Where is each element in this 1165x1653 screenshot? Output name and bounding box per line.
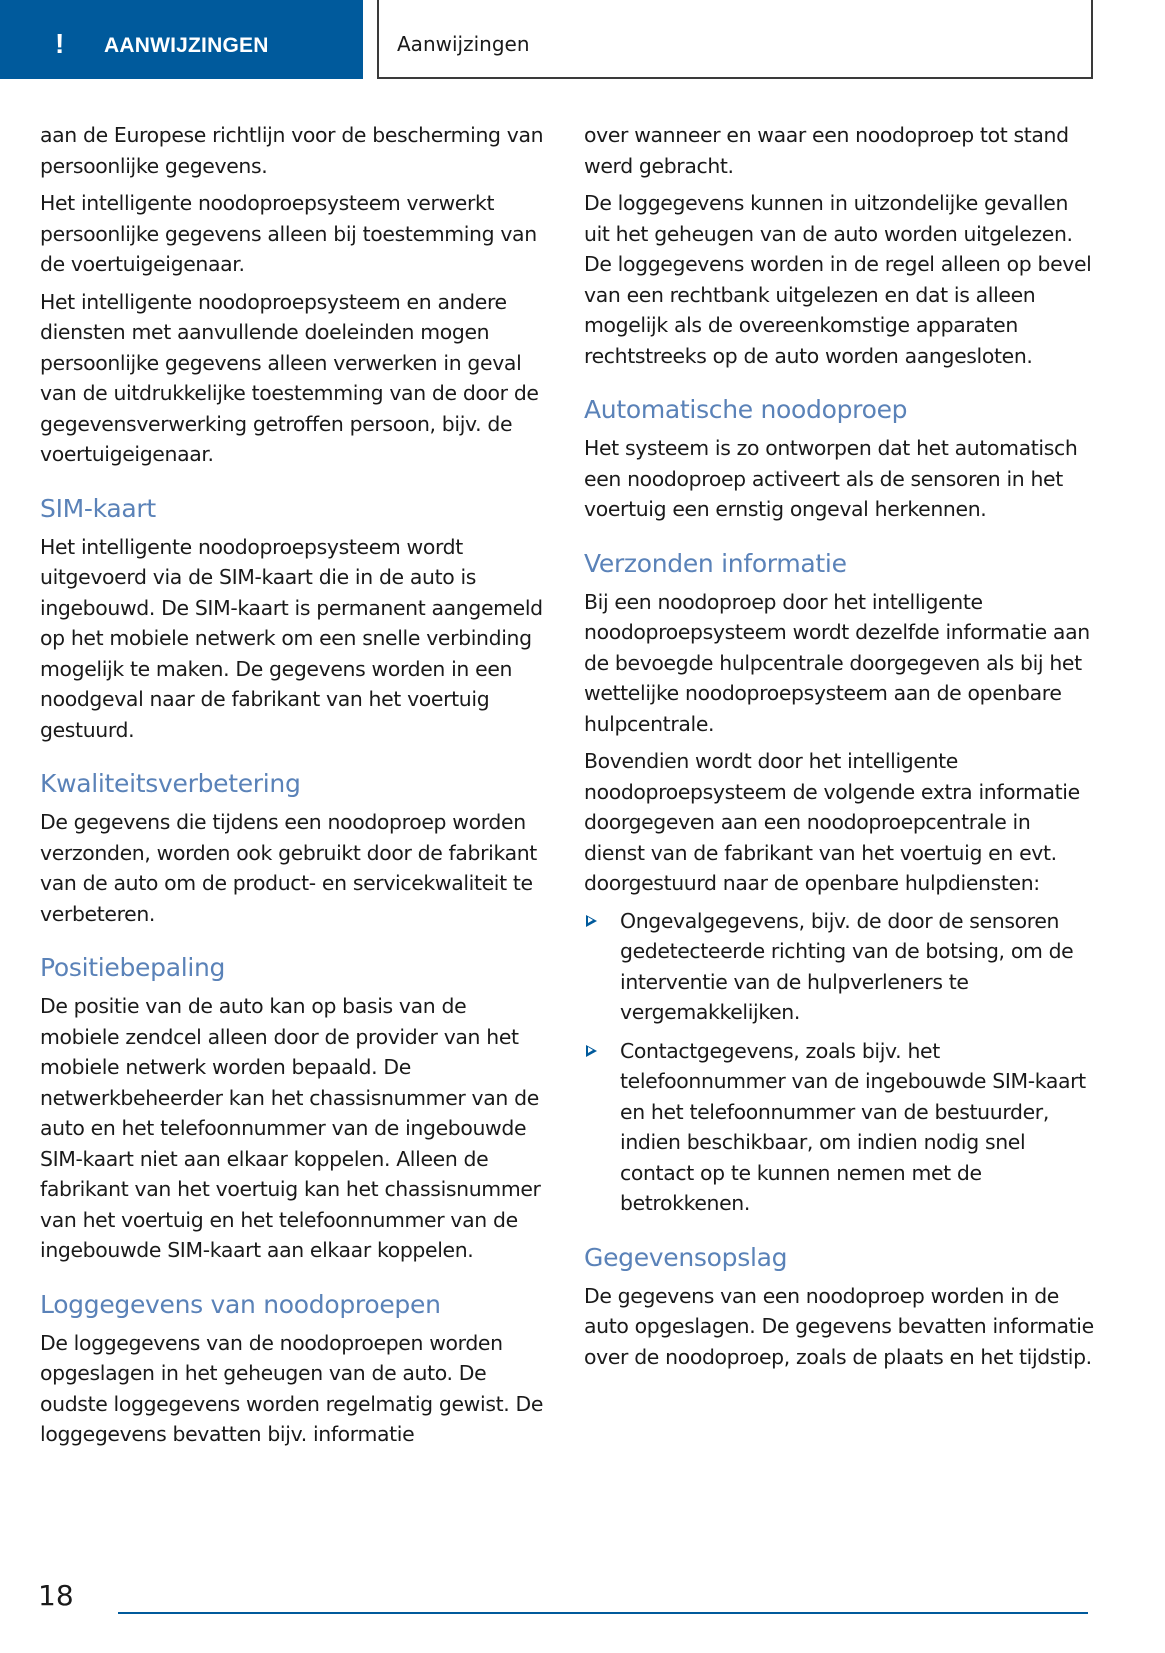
chapter-tab-label: AANWIJZINGEN: [104, 34, 269, 57]
paragraph: aan de Europese richtlijn voor de bescherming van persoonlijke gegevens.: [40, 123, 544, 178]
paragraph: Het intelligente noodoproepsysteem wordt uitgevoerd via de SIM-kaart die in de auto is ingebouwd. De SIM-kaart is permanent aangemeld op het mobiele netwerk om een snelle verbinding mogelijk te maken. De gegevens worden in een noodgeval naar de fabrikant van het voertuig gestuurd.: [40, 534, 543, 742]
paragraph: De gegevens die tijdens een noodoproep worden verzonden, worden ook gebruikt door de fabrikant van de auto om de product- en servicekwaliteit te verbeteren.: [40, 810, 537, 926]
exclamation-icon: !: [55, 28, 65, 59]
list-item-text: Ongevalgegevens, bijv. de door de sensoren gedetecteerde richting van de botsing, om de interventie van de hulpverleners te vergemakkelijken.: [620, 908, 1074, 1024]
heading-automatische-noodoproep: Automatische noodoproep: [584, 395, 908, 424]
list-item: [584, 1036, 1094, 1219]
paragraph: De loggegevens van de noodoproepen worden opgeslagen in het geheugen van de auto. De oudste loggegevens worden regelmatig gewist. De loggegevens bevatten bijv. informatie: [40, 1330, 544, 1446]
paragraph: Het intelligente noodoproepsysteem en andere diensten met aanvullende doeleinden mogen persoonlijke gegevens alleen verwerken in geval van de uitdrukkelijke toestemming van de door de gegevensverwerking getroffen persoon, bijv. de voertuigeigenaar.: [40, 289, 539, 466]
heading-positiebepaling: Positiebepaling: [40, 953, 226, 982]
bullet-list: [584, 906, 1094, 1219]
list-item: [584, 906, 1094, 1028]
heading-gegevensopslag: Gegevensopslag: [584, 1242, 788, 1272]
right-column: [584, 120, 1094, 1379]
paragraph: De loggegevens kunnen in uitzondelijke gevallen uit het geheugen van de auto worden uitgelezen. De loggegevens worden in de regel alleen op bevel van een rechtbank uitgelezen en dat is alleen mogelijk als de overeenkomstige apparaten rechtstreeks op de auto worden aangesloten.: [584, 191, 1092, 368]
heading-verzonden-informatie: Verzonden informatie: [584, 548, 847, 578]
paragraph: De positie van de auto kan op basis van de mobiele zendcel alleen door de provider van het mobiele netwerk worden bepaald. De netwerkbeheerder kan het chassisnummer van de auto en het telefoonnummer van de ingebouwde SIM-kaart niet aan elkaar koppelen. Alleen de fabrikant van het voertuig kan het chassisnummer van het voertuig en het telefoonnummer van de ingebouwde SIM-kaart aan elkaar koppelen.: [40, 994, 541, 1262]
triangle-right-icon: [586, 915, 597, 927]
triangle-right-icon: [586, 1045, 597, 1057]
section-title-box: [377, 0, 1093, 79]
heading-kwaliteitsverbetering: Kwaliteitsverbetering: [40, 769, 301, 798]
page-number: 18: [38, 1579, 74, 1612]
paragraph: Het intelligente noodoproepsysteem verwerkt persoonlijke gegevens alleen bij toestemming van de voertuigeigenaar.: [40, 191, 537, 276]
left-column: [40, 120, 545, 1457]
chapter-tab: [0, 0, 363, 79]
heading-loggegevens: Loggegevens van noodoproepen: [40, 1289, 441, 1319]
paragraph: De gegevens van een noodoproep worden in de auto opgeslagen. De gegevens bevatten informatie over de noodoproep, zoals de plaats en het tijdstip.: [584, 1283, 1094, 1369]
paragraph: over wanneer en waar een noodoproep tot stand werd gebracht.: [584, 123, 1069, 178]
list-item-text: Contactgegevens, zoals bijv. het telefoonnummer van de ingebouwde SIM-kaart en het telefoonnummer van de bestuurder, indien beschikbaar, om indien nodig snel contact op te kunnen nemen met de betrokkenen.: [620, 1038, 1086, 1215]
paragraph: Bovendien wordt door het intelligente noodoproepsysteem de volgende extra informatie doorgegeven aan een noodoproepcentrale in dienst van de fabrikant van het voertuig en evt. doorgestuurd naar de openbare hulpdiensten:: [584, 749, 1080, 895]
heading-sim-kaart: SIM-kaart: [40, 493, 156, 523]
footer-divider: [118, 1612, 1088, 1614]
paragraph: Bij een noodoproep door het intelligente noodoproepsysteem wordt dezelfde informatie aan de bevoegde hulpcentrale doorgegeven als bij het wettelijke noodoproepsysteem aan de openbare hulpcentrale.: [584, 589, 1090, 736]
section-title: Aanwijzingen: [397, 32, 530, 56]
paragraph: Het systeem is zo ontworpen dat het automatisch een noodoproep activeert als de sensoren in het voertuig een ernstig ongeval herkennen.: [584, 436, 1078, 521]
